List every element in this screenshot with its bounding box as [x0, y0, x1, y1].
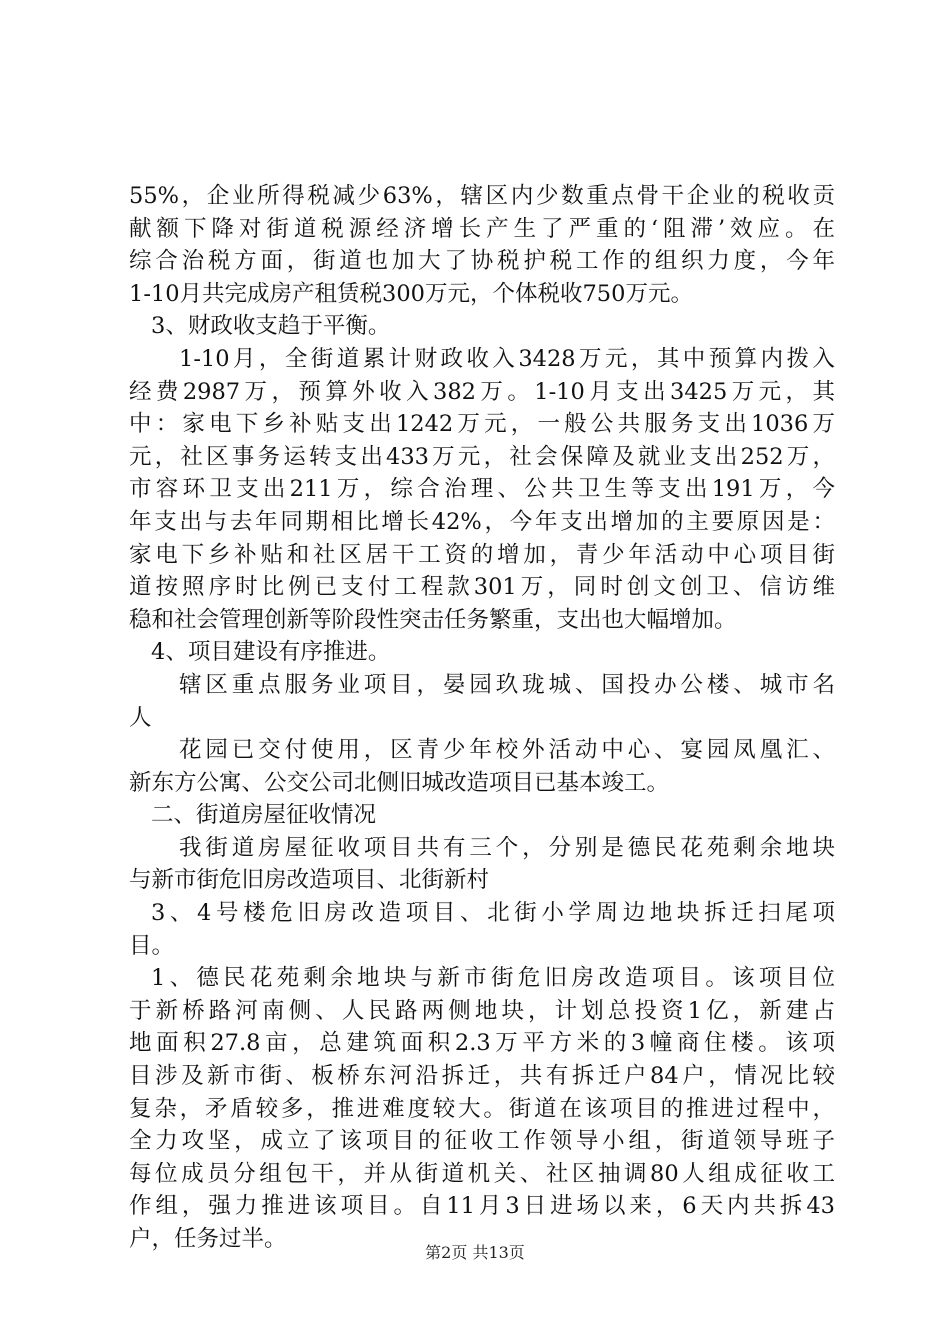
section-heading: 4、项目建设有序推进。	[151, 639, 391, 666]
section-heading: 二、街道房屋征收情况	[151, 802, 377, 829]
text-line: 元，社区事务运转支出433万元，社会保障及就业支出252万，	[129, 443, 835, 470]
text-line: 中：家电下乡补贴支出1242万元，一般公共服务支出1036万	[129, 411, 835, 438]
text-line: 献额下降对街道税源经济增长产生了严重的‘阻滞’效应。在	[129, 215, 835, 242]
document-body	[129, 180, 835, 1256]
text-line: 我街道房屋征收项目共有三个，分别是德民花苑剩余地块	[179, 834, 835, 861]
text-line: 与新市街危旧房改造项目、北街新村	[129, 867, 490, 894]
text-line: 稳和社会管理创新等阶段性突击任务繁重，支出也大幅增加。	[129, 606, 737, 633]
text-line: 于新桥路河南侧、人民路两侧地块，计划总投资1亿，新建占	[129, 997, 835, 1024]
text-line: 3、4号楼危旧房改造项目、北街小学周边地块拆迁扫尾项	[151, 900, 835, 927]
text-line: 55%，企业所得税减少63%，辖区内少数重点骨干企业的税收贡	[129, 183, 835, 209]
text-line: 辖区重点服务业项目，晏园玖珑城、国投办公楼、城市名	[179, 671, 835, 698]
text-line: 年支出与去年同期相比增长42%，今年支出增加的主要原因是：	[129, 508, 835, 535]
text-line: 花园已交付使用，区青少年校外活动中心、宴园凤凰汇、	[179, 737, 835, 764]
text-line: 市容环卫支出211万，综合治理、公共卫生等支出191万，今	[129, 476, 835, 503]
text-line: 1-10月共完成房产租赁税300万元，个体税收750万元。	[129, 280, 693, 307]
text-line: 户，任务过半。	[129, 1226, 287, 1252]
text-line: 复杂，矛盾较多，推进难度较大。街道在该项目的推进过程中，	[129, 1095, 835, 1122]
section-heading: 3、财政收支趋于平衡。	[151, 313, 391, 340]
page-number-footer: 第2页 共13页	[425, 1243, 525, 1262]
text-line: 全力攻坚，成立了该项目的征收工作领导小组，街道领导班子	[129, 1128, 835, 1155]
text-line: 1、德民花苑剩余地块与新市街危旧房改造项目。该项目位	[151, 965, 835, 992]
text-line: 新东方公寓、公交公司北侧旧城改造项目已基本竣工。	[129, 769, 670, 796]
text-line: 1-10月，全街道累计财政收入3428万元，其中预算内拨入	[179, 345, 835, 372]
text-line: 道按照序时比例已支付工程款301万，同时创文创卫、信访维	[129, 574, 835, 601]
text-line: 家电下乡补贴和社区居干工资的增加，青少年活动中心项目街	[129, 541, 835, 568]
text-line: 经费2987万，预算外收入382万。1-10月支出3425万元，其	[129, 378, 835, 405]
text-line: 目涉及新市街、板桥东河沿拆迁，共有拆迁户84户，情况比较	[129, 1063, 835, 1090]
text-line: 人	[129, 704, 152, 731]
text-line: 作组，强力推进该项目。自11月3日进场以来，6天内共拆43	[129, 1193, 835, 1220]
text-line: 地面积27.8亩，总建筑面积2.3万平方米的3幢商住楼。该项	[129, 1030, 835, 1057]
text-line: 每位成员分组包干，并从街道机关、社区抽调80人组成征收工	[129, 1160, 835, 1187]
text-line: 综合治税方面，街道也加大了协税护税工作的组织力度，今年	[129, 248, 835, 275]
text-line: 目。	[129, 932, 175, 959]
